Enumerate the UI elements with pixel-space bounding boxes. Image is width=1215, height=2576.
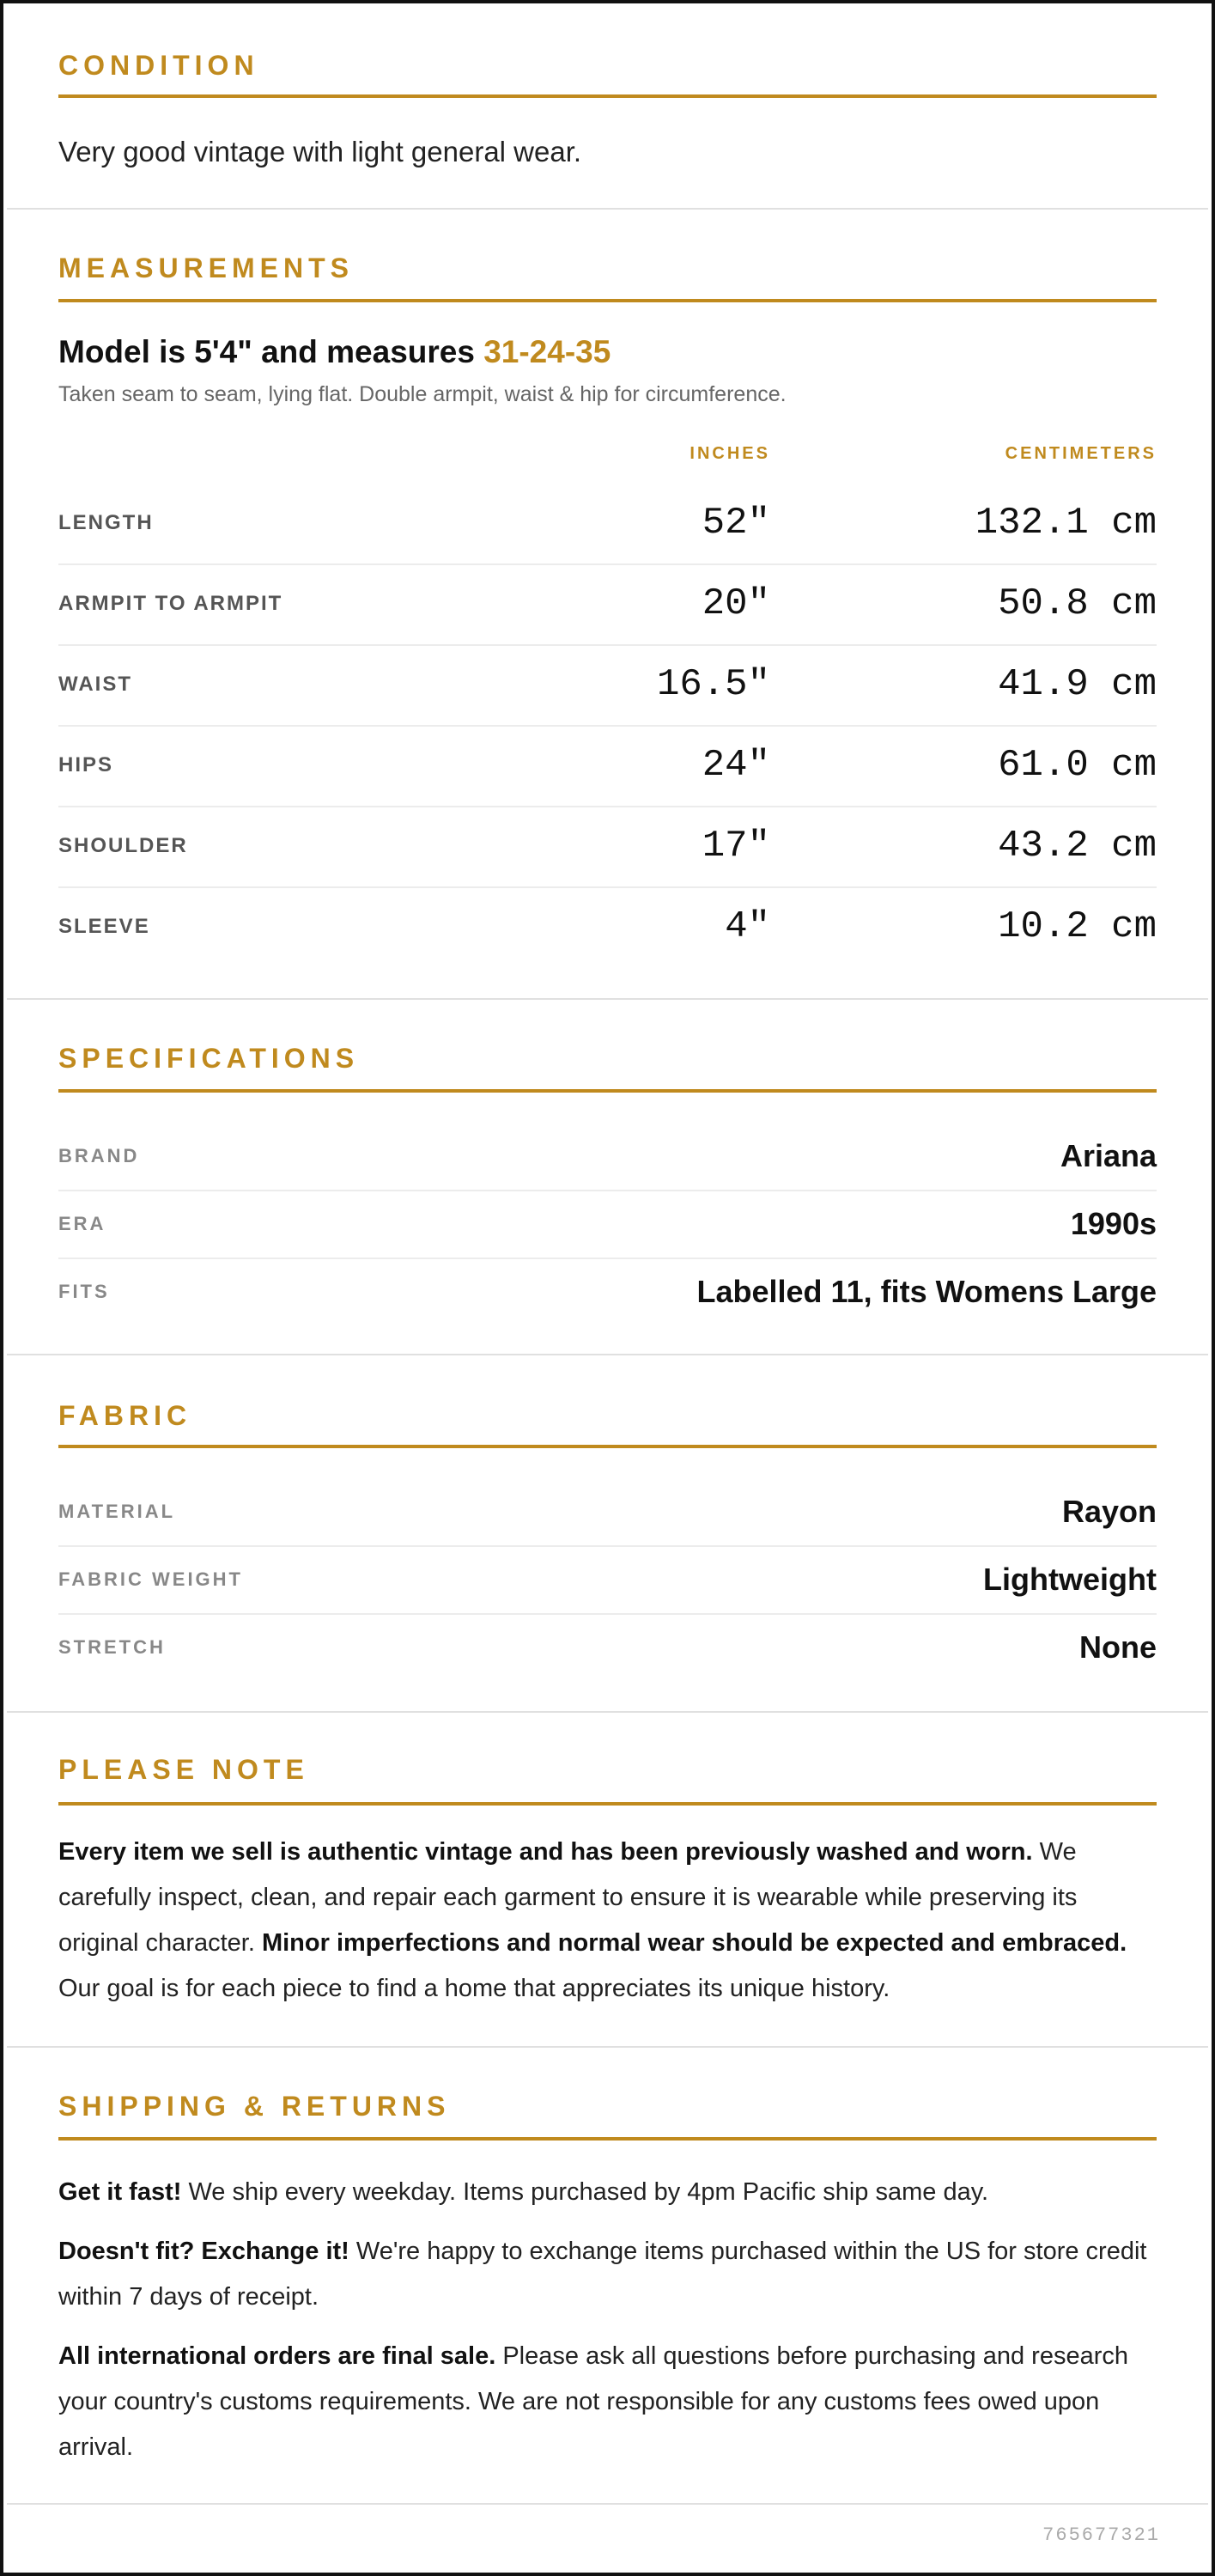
measurement-row — [58, 725, 1157, 807]
measurement-row — [58, 563, 1157, 646]
please-note-section — [7, 1713, 1208, 2048]
item-id: 765677321 — [1042, 2524, 1160, 2546]
spec-value: 1990s — [1070, 1206, 1157, 1241]
condition-section — [7, 3, 1208, 210]
spec-row-brand — [58, 1122, 1157, 1191]
fabric-value: None — [1079, 1629, 1157, 1665]
inches-column-header: INCHES — [690, 444, 770, 463]
spec-value: Labelled 11, fits Womens Large — [696, 1274, 1157, 1309]
measurement-row — [58, 886, 1157, 967]
specifications-section — [7, 1000, 1208, 1355]
note-text-goal: Our goal is for each piece to find a home that appreciates its unique history. — [58, 1975, 890, 2002]
shipping-returns-section — [7, 2048, 1208, 2505]
shipping-returns-rule — [58, 2137, 1157, 2141]
fabric-row-stretch — [58, 1613, 1157, 1681]
please-note-title: PLEASE NOTE — [58, 1754, 309, 1785]
shipping-returns-title: SHIPPING & RETURNS — [58, 2091, 451, 2122]
measurements-title: MEASUREMENTS — [58, 253, 355, 283]
measurement-label: LENGTH — [58, 511, 154, 534]
fabric-rule — [58, 1445, 1157, 1448]
shipping-bold-fast: Get it fast! — [58, 2178, 182, 2206]
fabric-row-material — [58, 1477, 1157, 1547]
shipping-paragraph-fast — [58, 2170, 1157, 2215]
measurements-rule — [58, 299, 1157, 302]
spec-row-era — [58, 1190, 1157, 1259]
fabric-title: FABRIC — [58, 1400, 192, 1431]
spec-value: Ariana — [1060, 1138, 1157, 1173]
fabric-label: STRETCH — [58, 1636, 166, 1658]
shipping-text-fast: We ship every weekday. Items purchased by 4pm Pacific ship same day. — [181, 2178, 989, 2206]
specifications-title: SPECIFICATIONS — [58, 1043, 360, 1074]
shipping-paragraph-international — [58, 2334, 1157, 2470]
measurement-row — [58, 483, 1157, 565]
shipping-bold-international: All international orders are final sale. — [58, 2342, 496, 2370]
measurement-label: SHOULDER — [58, 834, 188, 857]
measurement-label: WAIST — [58, 673, 132, 696]
model-measurements-heading — [58, 334, 611, 370]
measurements-subtext: Taken seam to seam, lying flat. Double armpit, waist & hip for circumference. — [58, 382, 787, 406]
measurement-cm: 43.2 cm — [998, 825, 1157, 868]
spec-label: ERA — [58, 1213, 106, 1234]
measurements-section — [7, 210, 1208, 1000]
note-text-inspect: We carefully inspect, clean, and repair each garment to ensure it is wearable while preserving its original character. — [58, 1838, 1078, 1957]
measurement-row — [58, 644, 1157, 727]
measurement-inches: 16.5" — [656, 663, 770, 706]
shipping-bold-exchange: Doesn't fit? Exchange it! — [58, 2238, 349, 2265]
shipping-text-international: Please ask all questions before purchasing and research your country's customs requirements. We are not responsible for any customs fees owed upon arrival. — [58, 2342, 1129, 2461]
measurement-cm: 61.0 cm — [998, 744, 1157, 787]
spec-row-fits — [58, 1258, 1157, 1325]
model-measures: 31-24-35 — [483, 334, 611, 369]
note-bold-authentic: Every item we sell is authentic vintage and has been previously washed and worn. — [58, 1838, 1033, 1866]
shipping-paragraph-exchange — [58, 2229, 1157, 2320]
measurement-inches: 17" — [702, 825, 770, 868]
fabric-value: Lightweight — [983, 1562, 1157, 1597]
measurement-inches: 4" — [725, 905, 770, 948]
measurement-inches: 24" — [702, 744, 770, 787]
fabric-value: Rayon — [1061, 1494, 1157, 1529]
condition-title: CONDITION — [58, 50, 259, 81]
measurement-inches: 52" — [702, 502, 770, 545]
measurement-cm: 41.9 cm — [998, 663, 1157, 706]
measurement-row — [58, 806, 1157, 888]
measurement-label: SLEEVE — [58, 915, 150, 938]
measurement-label: HIPS — [58, 753, 114, 776]
measurement-cm: 50.8 cm — [998, 582, 1157, 625]
model-prefix: Model is 5'4" and measures — [58, 334, 484, 369]
centimeters-column-header: CENTIMETERS — [1005, 444, 1157, 463]
fabric-label: MATERIAL — [58, 1501, 176, 1522]
measurement-cm: 10.2 cm — [998, 905, 1157, 948]
fabric-row-weight — [58, 1545, 1157, 1615]
condition-rule — [58, 94, 1157, 98]
note-bold-imperfections: Minor imperfections and normal wear should be expected and embraced. — [261, 1929, 1127, 1957]
spec-label: FITS — [58, 1281, 110, 1302]
spec-label: BRAND — [58, 1145, 140, 1166]
specifications-rule — [58, 1089, 1157, 1093]
measurement-cm: 132.1 cm — [975, 502, 1157, 545]
fabric-label: FABRIC WEIGHT — [58, 1568, 243, 1590]
fabric-section — [7, 1355, 1208, 1713]
please-note-text — [58, 1830, 1157, 2012]
measurement-label: ARMPIT TO ARMPIT — [58, 592, 283, 615]
please-note-rule — [58, 1802, 1157, 1806]
condition-text: Very good vintage with light general wear. — [58, 136, 582, 167]
measurement-inches: 20" — [702, 582, 770, 625]
shipping-text-exchange: We're happy to exchange items purchased within the US for store credit within 7 days of receipt. — [58, 2238, 1147, 2311]
